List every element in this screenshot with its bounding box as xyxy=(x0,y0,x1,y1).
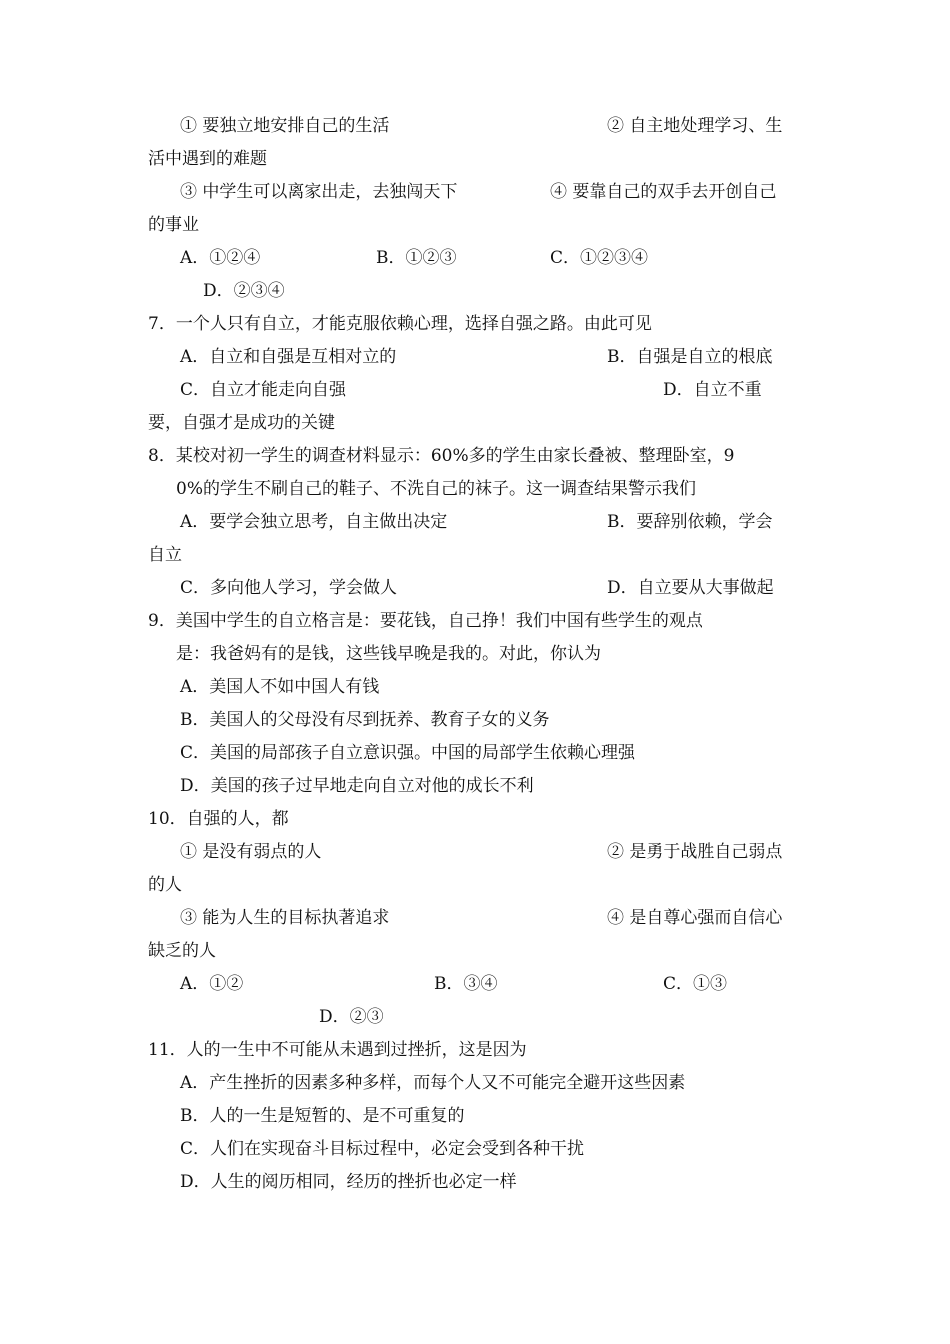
q6-option-3: ③ 中学生可以离家出走，去独闯天下 xyxy=(180,182,458,202)
q10-stem: 10．自强的人，都 xyxy=(148,809,289,829)
q6-choice-c: C．①②③④ xyxy=(550,248,649,268)
q8-choice-b-cont: 自立 xyxy=(148,545,182,565)
q9-choice-a: A．美国人不如中国人有钱 xyxy=(180,677,380,697)
q6-choice-a: A．①②④ xyxy=(180,248,261,268)
q8-choice-d: D．自立要从大事做起 xyxy=(607,578,774,598)
q9-choice-b: B．美国人的父母没有尽到抚养、教育子女的义务 xyxy=(180,710,550,730)
q6-option-4-cont: 的事业 xyxy=(148,215,199,235)
q9-stem-cont: 是：我爸妈有的是钱，这些钱早晚是我的。对此，你认为 xyxy=(176,644,601,664)
q11-choice-d: D．人生的阅历相同，经历的挫折也必定一样 xyxy=(180,1172,517,1192)
q9-choice-d: D．美国的孩子过早地走向自立对他的成长不利 xyxy=(180,776,534,796)
q6-option-1: ① 要独立地安排自己的生活 xyxy=(180,116,390,136)
q8-choice-a: A．要学会独立思考，自主做出决定 xyxy=(180,512,448,532)
q7-stem: 7．一个人只有自立，才能克服依赖心理，选择自强之路。由此可见 xyxy=(148,314,652,334)
q8-choice-b: B．要辞别依赖，学会 xyxy=(607,512,773,532)
q7-choice-c: C．自立才能走向自强 xyxy=(180,380,347,400)
q8-stem: 8．某校对初一学生的调查材料显示：60%多的学生由家长叠被、整理卧室，9 xyxy=(148,446,735,466)
q7-choice-b: B．自强是自立的根底 xyxy=(607,347,773,367)
q6-choice-b: B．①②③ xyxy=(376,248,457,268)
q11-choice-a: A．产生挫折的因素多种多样，而每个人又不可能完全避开这些因素 xyxy=(180,1073,686,1093)
q10-option-4-cont: 缺乏的人 xyxy=(148,941,216,961)
q11-choice-b: B．人的一生是短暂的、是不可重复的 xyxy=(180,1106,465,1126)
q6-option-2-cont: 活中遇到的难题 xyxy=(148,149,267,169)
q6-option-2: ② 自主地处理学习、生 xyxy=(607,116,783,136)
q10-option-2-cont: 的人 xyxy=(148,875,182,895)
q7-choice-d: D．自立不重 xyxy=(663,380,762,400)
q10-option-1: ① 是没有弱点的人 xyxy=(180,842,322,862)
q7-choice-d-cont: 要，自强才是成功的关键 xyxy=(148,413,335,433)
q10-option-2: ② 是勇于战胜自己弱点 xyxy=(607,842,783,862)
q7-choice-a: A．自立和自强是互相对立的 xyxy=(180,347,397,367)
q10-option-3: ③ 能为人生的目标执著追求 xyxy=(180,908,390,928)
q11-choice-c: C．人们在实现奋斗目标过程中，必定会受到各种干扰 xyxy=(180,1139,585,1159)
q11-stem: 11．人的一生中不可能从未遇到过挫折，这是因为 xyxy=(148,1040,527,1060)
q10-choice-b: B．③④ xyxy=(434,974,498,994)
q6-option-4: ④ 要靠自己的双手去开创自己 xyxy=(550,182,777,202)
q10-choice-a: A．①② xyxy=(180,974,244,994)
q6-choice-d: D．②③④ xyxy=(203,281,285,301)
q8-choice-c: C．多向他人学习，学会做人 xyxy=(180,578,398,598)
q10-option-4: ④ 是自尊心强而自信心 xyxy=(607,908,783,928)
q8-stem-cont: 0%的学生不刷自己的鞋子、不洗自己的袜子。这一调查结果警示我们 xyxy=(176,479,696,499)
q9-choice-c: C．美国的局部孩子自立意识强。中国的局部学生依赖心理强 xyxy=(180,743,636,763)
q10-choice-d: D．②③ xyxy=(319,1007,384,1027)
q10-choice-c: C．①③ xyxy=(663,974,728,994)
q9-stem: 9．美国中学生的自立格言是：要花钱，自己挣！我们中国有些学生的观点 xyxy=(148,611,703,631)
